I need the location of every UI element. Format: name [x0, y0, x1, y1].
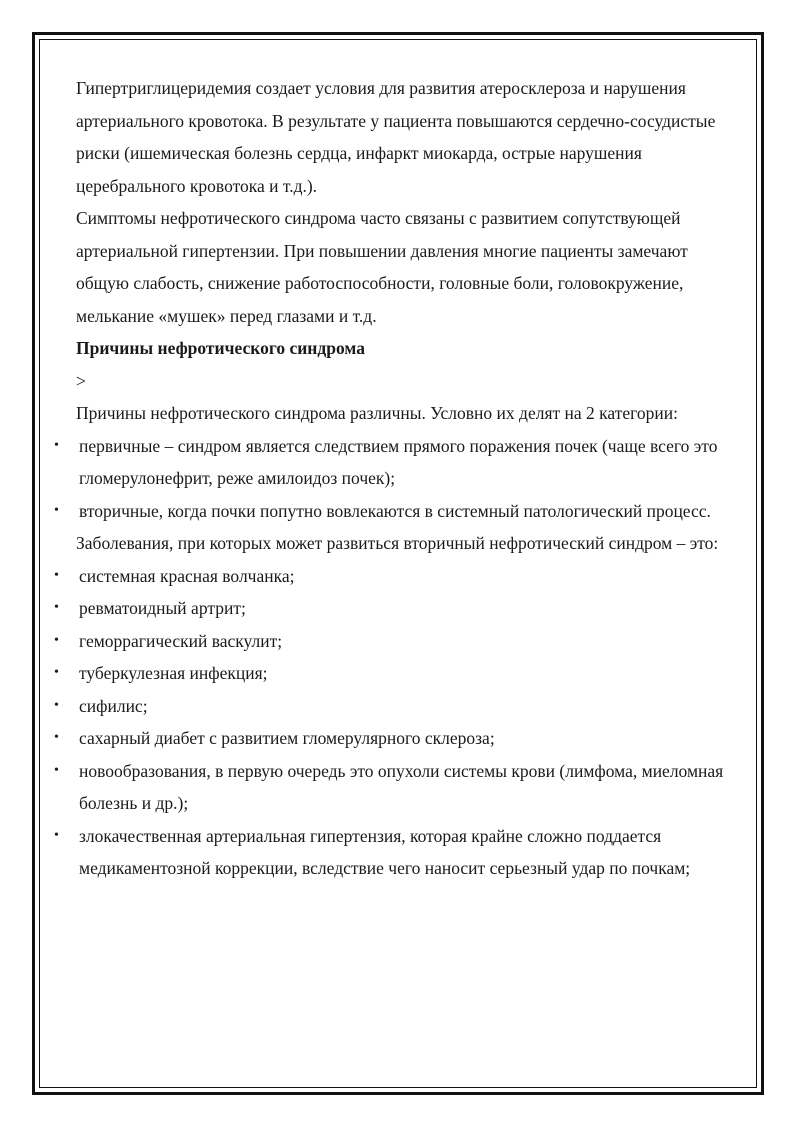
list-item-text: системная красная волчанка;	[79, 565, 295, 586]
list-item	[54, 560, 736, 593]
document-body	[54, 72, 736, 885]
list-item	[54, 592, 736, 625]
bullet-icon: •	[54, 762, 59, 778]
bullet-icon: •	[54, 665, 59, 680]
bullet-icon: •	[54, 502, 59, 518]
paragraph-symptoms: Симптомы нефротического синдрома часто связаны с развитием сопутствующей артериальной гипертензии. При повышении давления многие пациенты замечают общую слабость, снижение работоспособности, головные боли, головокружение, мелькание «мушек» перед глазами и т.д.	[76, 208, 688, 326]
bullet-icon: •	[54, 600, 59, 615]
list-item	[54, 820, 736, 885]
categories-list	[54, 430, 736, 528]
list-item-text: сифилис;	[79, 695, 148, 716]
list-item-text: туберкулезная инфекция;	[79, 663, 268, 683]
bullet-icon: •	[54, 632, 59, 648]
paragraph-hypertriglyceridemia: Гипертриглицеридемия создает условия для развития атеросклероза и нарушения артериального кровотока. В результате у пациента повышаются сердечно-сосудистые риски (ишемическая болезнь сердца, инфаркт миокарда, острые нарушения церебрального кровотока и т.д.).	[76, 78, 716, 196]
list-item	[54, 755, 736, 820]
list-item	[54, 722, 736, 755]
list-item-text: ревматоидный артрит;	[79, 598, 246, 618]
list-item-text: вторичные, когда почки попутно вовлекаются в системный патологический процесс.	[79, 500, 711, 521]
bullet-icon: •	[54, 437, 59, 453]
arrow-marker: >	[76, 370, 86, 391]
list-item-text: новообразования, в первую очередь это опухоли системы крови (лимфома, миеломная болезнь и др.);	[79, 760, 724, 813]
paragraph-diseases-intro: Заболевания, при которых может развиться вторичный нефротический синдром – это:	[76, 533, 719, 553]
list-item-text: сахарный диабет с развитием гломерулярного склероза;	[79, 728, 495, 748]
bullet-icon: •	[54, 730, 59, 745]
bullet-icon: •	[54, 567, 59, 583]
paragraph-causes-intro: Причины нефротического синдрома различны. Условно их делят на 2 категории:	[76, 403, 678, 423]
list-item-text: первичные – синдром является следствием прямого поражения почек (чаще всего это гломерулонефрит, реже амилоидоз почек);	[79, 435, 718, 488]
diseases-list	[54, 560, 736, 885]
list-item-text: геморрагический васкулит;	[79, 630, 283, 651]
section-heading: Причины нефротического синдрома	[76, 338, 365, 358]
bullet-icon: •	[54, 697, 59, 713]
list-item	[54, 430, 736, 495]
bullet-icon: •	[54, 827, 59, 843]
list-item	[54, 690, 736, 723]
list-item	[54, 657, 736, 690]
list-item-text: злокачественная артериальная гипертензия, которая крайне сложно поддается медикаментозной коррекции, вследствие чего наносит серьезный удар по почкам;	[79, 825, 691, 878]
list-item	[54, 495, 736, 528]
list-item	[54, 625, 736, 658]
